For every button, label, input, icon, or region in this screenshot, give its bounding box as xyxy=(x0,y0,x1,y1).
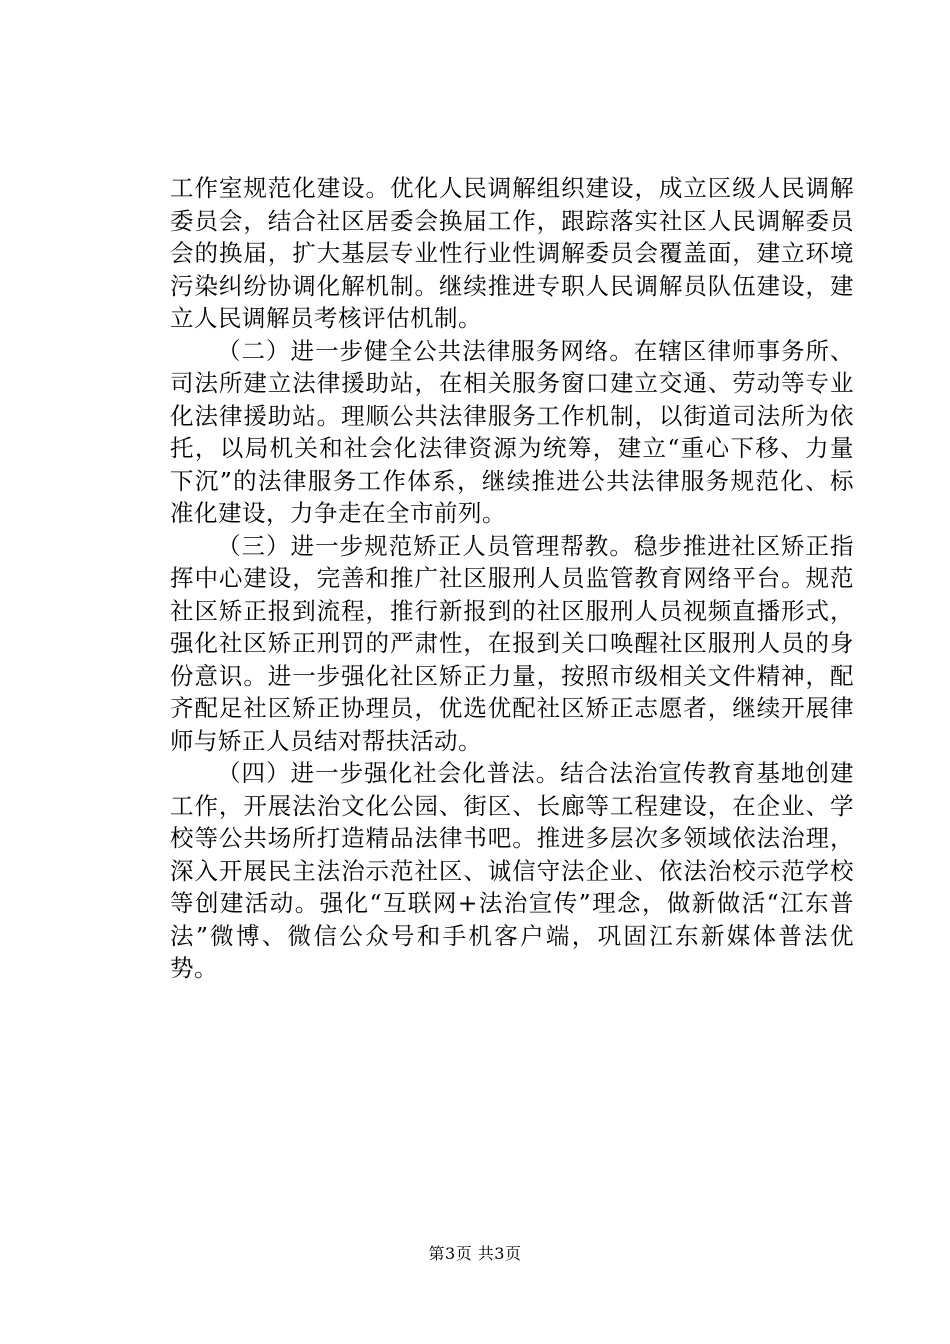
paragraph-section-2: （二）进一步健全公共法律服务网络。在辖区律师事务所、司法所建立法律援助站，在相关服务窗口建立交通、劳动等专业化法律援助站。理顺公共法律服务工作机制，以街道司法所为依托，以局机关和社会化法律资源为统筹，建立“重心下移、力量下沉”的法律服务工作体系，继续推进公共法律服务规范化、标准化建设，力争走在全市前列。 xyxy=(170,336,854,527)
page-number: 第3页 共3页 xyxy=(428,1244,522,1263)
paragraph-section-4: （四）进一步强化社会化普法。结合法治宣传教育基地创建工作，开展法治文化公园、街区、长廊等工程建设，在企业、学校等公共场所打造精品法律书吧。推进多层次多领域依法治理，深入开展民主法治示范社区、诚信守法企业、依法治校示范学校等创建活动。强化“互联网+法治宣传”理念，做新做活“江东普法”微博、微信公众号和手机客户端，巩固江东新媒体普法优势。 xyxy=(170,759,854,982)
paragraph-continuation: 工作室规范化建设。优化人民调解组织建设，成立区级人民调解委员会，结合社区居委会换届工作，跟踪落实社区人民调解委员会的换届，扩大基层专业性行业性调解委员会覆盖面，建立环境污染纠纷协调化解机制。继续推进专职人民调解员队伍建设，建立人民调解员考核评估机制。 xyxy=(170,174,854,332)
paragraph-section-3: （三）进一步规范矫正人员管理帮教。稳步推进社区矫正指挥中心建设，完善和推广社区服刑人员监管教育网络平台。规范社区矫正报到流程，推行新报到的社区服刑人员视频直播形式，强化社区矫正刑罚的严肃性，在报到关口唤醒社区服刑人员的身份意识。进一步强化社区矫正力量，按照市级相关文件精神，配齐配足社区矫正协理员，优选优配社区矫正志愿者，继续开展律师与矫正人员结对帮扶活动。 xyxy=(170,531,854,755)
document-body xyxy=(170,172,854,985)
